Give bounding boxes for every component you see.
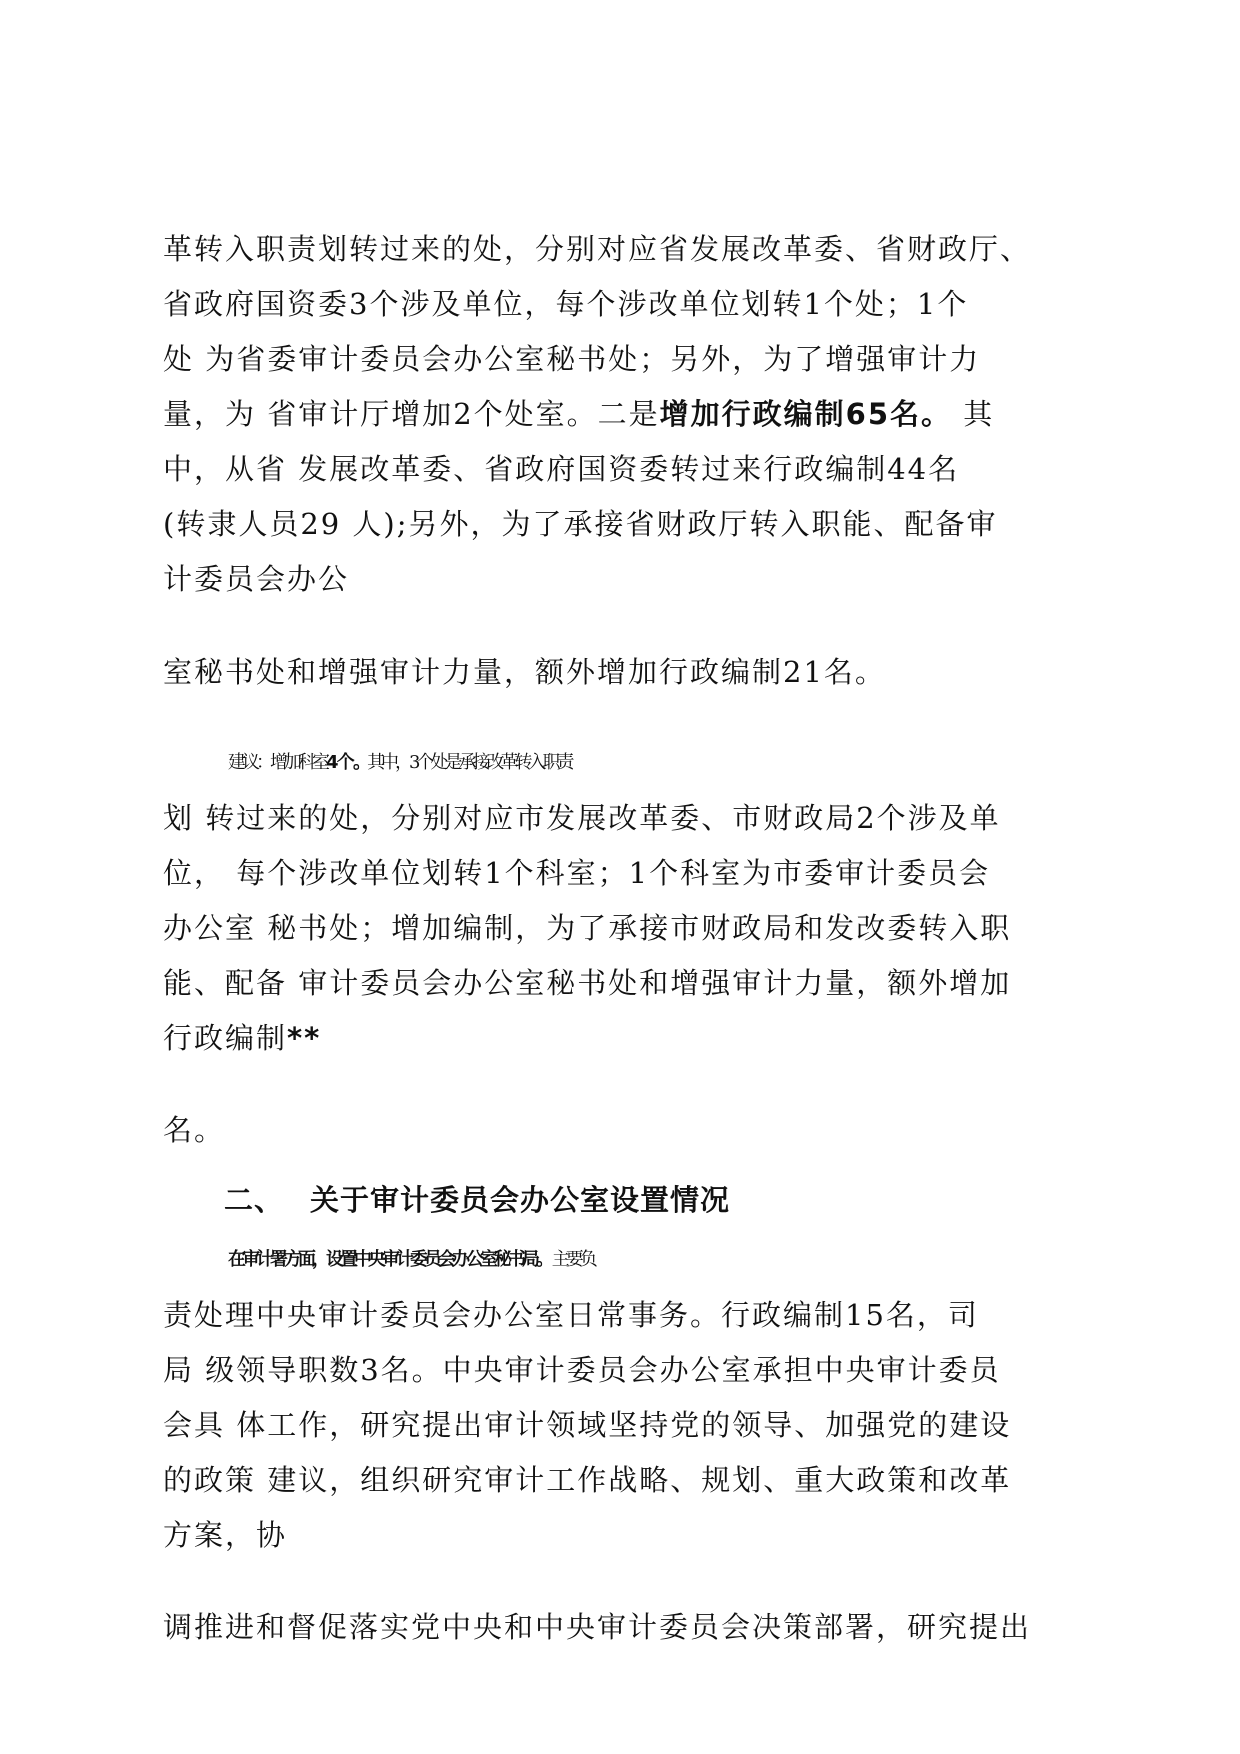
bold-text-run: 增加行政编制65名。 (659, 397, 953, 431)
paragraph-line (228, 743, 1148, 783)
text-run: 办公室 秘书处；增加编制，为了承接市财政局和发改委转入职 (163, 911, 1012, 945)
section-heading (224, 1180, 730, 1220)
paragraph-line (163, 1515, 1083, 1555)
text-run: 量，为 省审计厅增加2个处室。二是 (163, 397, 660, 431)
text-run: 中，从省 发展改革委、省政府国资委转过来行政编制44名 (163, 452, 960, 486)
bold-text-run: 4 个 。 (326, 752, 368, 773)
text-run: 方案，协 (163, 1518, 288, 1552)
paragraph-line (163, 1350, 1083, 1390)
paragraph-line (163, 559, 1083, 599)
text-run: 其 (952, 397, 995, 431)
section-number: 二、 (224, 1183, 285, 1217)
bold-text-run: 在审计署方面，设置中央审计委员会办公室秘书局。 (228, 1249, 550, 1270)
paragraph-line (163, 853, 1083, 893)
text-run: 室秘书处和增强审计力量，额外增加行政编制21名。 (163, 655, 886, 689)
paragraph-line (163, 1110, 1083, 1150)
text-run: (转隶人员29 人);另外，为了承接省财政厅转入职能、配备审 (163, 507, 998, 541)
paragraph-line (163, 908, 1083, 948)
text-run: 建议：增加科室 (228, 752, 326, 773)
paragraph-line (163, 963, 1083, 1003)
text-run: 计委员会办公 (163, 562, 350, 596)
paragraph-line (163, 798, 1083, 838)
paragraph-line (163, 1460, 1083, 1500)
text-run: 位， 每个涉改单位划转1个科室；1个科室为市委审计委员会 (163, 856, 991, 890)
text-run: 的政策 建议，组织研究审计工作战略、规划、重大政策和改革 (163, 1463, 1012, 1497)
paragraph-line (163, 1295, 1083, 1335)
text-run: 局 级领导职数3名。中央审计委员会办公室承担中央审计委员 (163, 1353, 1001, 1387)
text-run: 会具 体工作，研究提出审计领域坚持党的领导、加强党的建设 (163, 1408, 1012, 1442)
text-run: 调推进和督促落实党中央和中央审计委员会决策部署，研究提出 (163, 1610, 1032, 1644)
paragraph-line (163, 339, 1083, 379)
text-run: 革转入职责划转过来的处，分别对应省发展改革委、省财政厅、 (163, 232, 1032, 266)
section-title: 关于审计委员会办公室设置情况 (310, 1183, 731, 1217)
text-run: 处 为省委审计委员会办公室秘书处；另外，为了增强审计力 (163, 342, 981, 376)
text-run: 其中，3个处是承接改革转入职责 (367, 752, 571, 773)
bold-text-run: ** (287, 1021, 322, 1055)
text-run: 主要负 (550, 1249, 594, 1270)
text-run: 能、配备 审计委员会办公室秘书处和增强审计力量，额外增加 (163, 966, 1012, 1000)
paragraph-line (163, 449, 1083, 489)
paragraph-line (163, 652, 1083, 692)
text-run: 名。 (163, 1113, 226, 1147)
paragraph-line (163, 1405, 1083, 1445)
paragraph-line (163, 394, 1083, 434)
text-run: 省政府国资委3个涉及单位，每个涉改单位划转1个处；1个 (163, 287, 969, 321)
text-run: 责处理中央审计委员会办公室日常事务。行政编制15名，司 (163, 1298, 979, 1332)
paragraph-line (163, 1607, 1083, 1647)
paragraph-line (163, 284, 1083, 324)
paragraph-line (163, 229, 1083, 269)
text-run: 行政编制 (163, 1021, 288, 1055)
text-run: 划 转过来的处，分别对应市发展改革委、市财政局2个涉及单 (163, 801, 1001, 835)
paragraph-line (163, 504, 1083, 544)
paragraph-line (228, 1240, 1148, 1280)
paragraph-line (163, 1018, 1083, 1058)
